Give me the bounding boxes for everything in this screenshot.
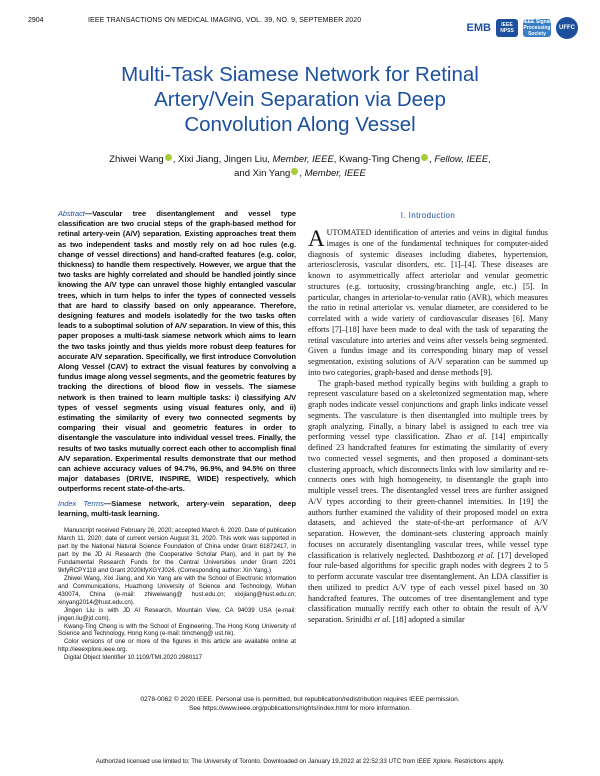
footnote: Manuscript received February 26, 2020; accepted March 6, 2020. Date of publication March 11, 2020; date of current version August 31, 2020. This work was supported in part by the National Natural Science Foundation of China under Grant 61872417, in part by the JD AI Research (the Cooperative Scholar Plan), and in part by the Fundamental Research Funds for the Central Universities under Grant 2201 9kfyRCPY118 and Grant 2020kfyXGYJ026. (Corresponding author: Xin Yang.) — [58, 527, 296, 574]
paragraph: AUTOMATED identification of arteries and veins in digital fundus images is one of the fundamental techniques for computer-aided diagnosis of systemic diseases including diabetes, hypertension, arteriosclerosis, vascular disorders, etc. [1]–[4]. These diseases are known to asymmetrically affect arteriolar and venular geometric structures (e.g. tortuosity, crossing/branching angle, etc.) [5]. In particular, changes in arteriolar-to-venular ratio (AVR), which measures the ratio in retinal arteriolar vs. venular diameter, are considered to be correlated with a wide variety of cardiovascular diseases [6]. Many efforts [7]–[18] have been made to deal with the task of separating the retinal vasculature into arteries and veins after vessels being segmented. Given a fundus image and its corresponding binary map of vessel segmentation, existing solutions of A/V separation can be summed up into two categories, graph-based and dense methods [9]. — [308, 226, 548, 377]
orcid-icon[interactable] — [165, 154, 172, 161]
emb-logo: EMB — [466, 22, 491, 34]
society-logos — [467, 13, 578, 43]
copyright-line: 0278-0062 © 2020 IEEE. Personal use is permitted, but republication/redistribution requires IEEE permission. — [140, 696, 460, 703]
title-line: Artery/Vein Separation via Deep — [154, 88, 446, 111]
drop-cap: A — [308, 226, 325, 251]
orcid-icon[interactable] — [291, 168, 298, 175]
author-name: , Xixi Jiang, Jingen Liu, — [172, 154, 273, 165]
paper-title — [40, 62, 560, 137]
journal-name: IEEE TRANSACTIONS ON MEDICAL IMAGING, VOL. 39, NO. 9, SEPTEMBER 2020 — [88, 17, 362, 24]
abstract-text: —Vascular tree disentanglement and vessel type classification are two crucial steps of the graph-based method for retinal artery-vein (A/V) separation. Existing approaches treat them as two independent tasks and mostly rely on ad hoc rules (e.g. change of vessel directions) and hand-crafted features (e.g. color, thickness) to handle them respectively. However, we argue that the two tasks are highly correlated and should be handled jointly since knowing the A/V type can unravel those highly entangled vascular trees, which in turn helps to infer the types of connected vessels that are hard to classify based on only appearance. Therefore, designing features and models isolatedly for the two tasks often leads to a suboptimal solution of A/V separation. In view of this, this paper proposes a multi-task siamese network which aims to learn the two tasks jointly and thus yields more robust deep features for accurate A/V separation. Specifically, we first introduce Convolution Along Vessel (CAV) to extract the visual features by convolving a fundus image along vessel segments, and the geometric features by tracking the directions of blood flow in vessels. The siamese network is then trained to learn multiple tasks: i) classifying A/V types of vessel segments using visual features only, and ii) estimating the similarity of every two connected segments by comparing their visual and geometric features in order to disentangle the vasculature into individual vessel trees. Finally, the results of two tasks mutually correct each other to accomplish final A/V separation. Experimental results demonstrate that our method can achieve accuracy values of 94.7%, 96.9%, and 94.5% on three major databases (DRIVE, INSPIRE, WIDE) respectively, which outperforms recent state-of-the-arts. — [58, 209, 296, 494]
footnote: Jingen Liu is with JD AI Research, Mountain View, CA 94039 USA (e-mail: jingen.liu@jd.com). — [58, 606, 296, 622]
left-column — [58, 209, 296, 662]
footnote: Digital Object Identifier 10.1109/TMI.2020.2980117 — [64, 654, 203, 662]
copyright-notice — [40, 696, 560, 713]
running-header — [28, 13, 578, 43]
author-grade: Member, IEEE — [272, 154, 334, 165]
footnote: Kwang-Ting Cheng is with the School of Engineering, The Hong Kong University of Science and Technology, Hong Kong (e-mail: timcheng@ ust.hk). — [58, 622, 296, 638]
orcid-icon[interactable] — [421, 154, 428, 161]
footnote: Color versions of one or more of the figures in this article are available online at http://ieeexplore.ieee.org. — [58, 638, 296, 654]
copyright-line: See https://www.ieee.org/publications/rights/index.html for more information. — [188, 704, 412, 712]
npss-logo: IEEE NPSS — [496, 19, 518, 37]
signal-processing-logo: IEEE Signal Processing Society — [523, 19, 551, 37]
footnote: Zhiwei Wang, Xixi Jiang, and Xin Yang are with the School of Electronic Information and Communications, Huazhong University of Science and Technology, Wuhan 430074, China (e-mail: zhiweiwang@ hust.edu.cn; xixijiang@hust.edu.cn; xinyang2014@hust.edu.cn). — [58, 574, 296, 606]
section-heading: I. Introduction — [400, 211, 456, 220]
uffc-logo: UFFC — [556, 17, 578, 39]
page-number: 2904 — [28, 17, 44, 24]
author-list: Zhiwei Wang , Xixi Jiang, Jingen Liu, Member, IEEE, Kwang-Ting Cheng , Fellow, IEEE, and Xin Yang , Member, IEEE — [109, 154, 491, 179]
paragraph: The graph-based method typically begins with building a graph to represent vasculature based on a skeletonized segmentation map, where graph nodes indicate vessel conjunctions and graph links indicate vessel segments. The vasculature is then disentangled into multiple trees by graph analyzing. Finally, a binary label is assigned to each tree via performing vessel type classification. Zhao et al. [14] empirically defined 23 handcrafted features for estimating the similarity of every two connected vessel segments, and then proposed a dominant-sets clustering approach, which disconnects links with low similarity and re-connects ones with high homogeneity, to disentangle the graph into multiple vessel trees. The disentangled vessel trees are further assigned A/V types according to their green-channel intensities. In [19] the authors further examined the validity of their proposed model on extra datasets, and achieved the state-of-the-art performance of A/V separation. However, the dominant-sets clustering approach mainly focuses on accurately disentangling vascular trees, while vessel type classification is relatively neglected. Dashtbozorg et al. [17] developed four rule-based algorithms for specific graph nodes with degrees 2 to 5 to perform accurate vascular tree disentanglement. An LDA classifier is then utilized to predict A/V type of each vessel pixel based on 30 handcrafted features. The outcomes of tree disentanglement and type classification mutually rectify each other to obtain the result of A/V separation. Srinidhi et al. [18] adopted a similar — [308, 378, 548, 624]
author-name: and Xin Yang — [234, 168, 291, 179]
author-grade: Fellow, IEEE — [434, 154, 489, 165]
index-terms-text: —Siamese network, artery-vein separation, deep learning, multi-task learning. — [58, 498, 296, 518]
index-terms — [58, 499, 296, 519]
section-body — [308, 228, 548, 626]
author-name: Zhiwei Wang — [109, 154, 164, 165]
right-column — [308, 209, 548, 626]
license-footer: Authorized licensed use limited to: The University of Toronto. Downloaded on January 19,2022 at 22:52:33 UTC from IEEE Xplore. Restrictions apply. — [95, 758, 505, 765]
index-terms-label: Index Terms — [58, 498, 104, 508]
author-name: , Kwang-Ting Cheng — [333, 154, 421, 165]
abstract-label: Abstract — [58, 209, 85, 218]
author-grade: Member, IEEE — [304, 168, 366, 179]
abstract — [58, 209, 296, 495]
title-line: Multi-Task Siamese Network for Retinal — [121, 63, 479, 86]
footnotes — [58, 527, 296, 662]
title-line: Convolution Along Vessel — [184, 113, 416, 136]
